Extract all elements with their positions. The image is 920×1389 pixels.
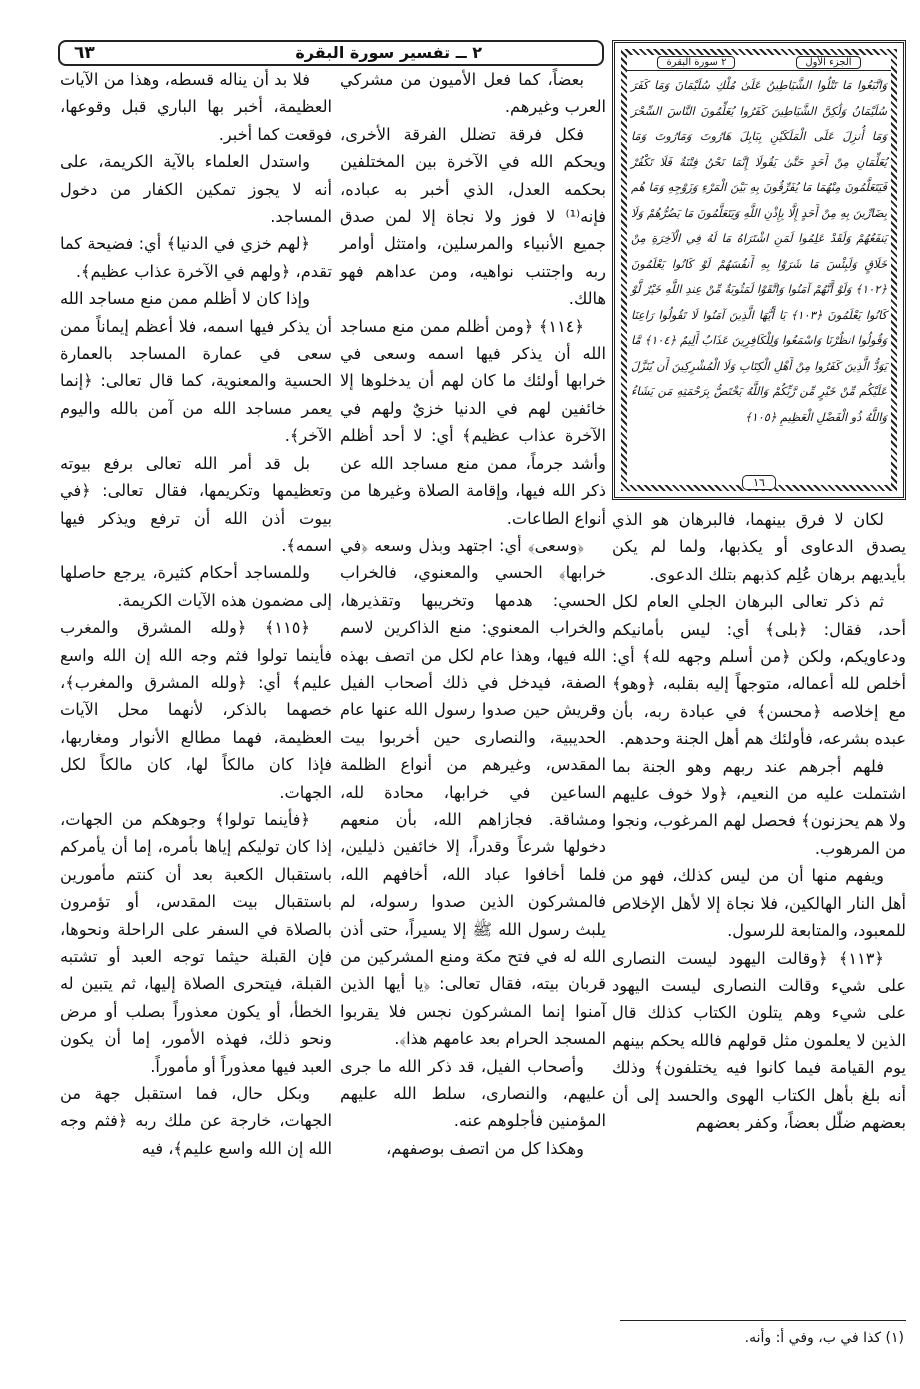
- paragraph: فلهم أجرهم عند ربهم وهو الجنة بما اشتملت عليه من النعيم، ﴿ولا خوف عليهم ولا هم يحزنون﴾ فحصل لهم المرغوب، ونجوا من المرهوب.: [612, 756, 906, 858]
- surah-label: ٢ سورة البقرة: [657, 56, 735, 69]
- paragraph: واستدل العلماء بالآية الكريمة، على أنه لا يجوز تمكين الكفار من دخول المساجد.: [60, 152, 332, 227]
- paragraph: ﴿١١٣﴾ ﴿وقالت اليهود ليست النصارى على شيء وقالت النصارى ليست اليهود على شيء وهم يتلون الكتاب كذلك قال الذين لا يعلمون مثل قولهم فالله يحكم بينهم يوم القيامة فيما كانوا فيه يختلفون﴾ وذلك أنه بلغ بأهل الكتاب الهوى والحسد إلى أن بعضهم ضلّل بعضاً، وكفر بعضهم: [612, 948, 906, 1132]
- paragraph: وللمساجد أحكام كثيرة، يرجع حاصلها إلى مضمون هذه الآيات الكريمة.: [60, 563, 332, 610]
- paragraph: ﴿لهم خزي في الدنيا﴾ أي: فضيحة كما تقدم، ﴿ولهم في الآخرة عذاب عظيم﴾.: [60, 234, 332, 281]
- paragraph: فلا بد أن يناله قسطه، وهذا من الآيات العظيمة، أخبر بها الباري قبل وقوعها، فوقعت كما أخبر.: [60, 70, 332, 144]
- paragraph: وبكل حال، فما استقبل جهة من الجهات، خارجة عن ملك ربه ﴿فثم وجه الله إن الله واسع عليم﴾، فيه: [60, 1084, 332, 1158]
- mushaf-page-number: ١٦: [742, 475, 776, 490]
- paragraph: لكان لا فرق بينهما، فالبرهان هو الذي يصدق الدعاوى أو يكذبها، ولما لم يكن بأيديهم برهان عُلِم كذبهم بتلك الدعوى.: [612, 510, 906, 584]
- footnote: (١) كذا في ب، وفي أ: وأنه.: [744, 1330, 904, 1346]
- paragraph: ﴿فأينما تولوا﴾ وجوهكم من الجهات، إذا كان توليكم إياها بأمره، إما أن يأمركم باستقبال الكعبة بعد أن كنتم مأمورين باستقبال بيت المقدس، أو تؤمرون بالصلاة في السفر على الراحلة ونحوها، فإن القبلة حيثما توجه العبد أو تشتبه القبلة، فيتحرى الصلاة إليها، ثم يتبين له الخطأ، أو يكون معذوراً بصلب أو مرض ونحو ذلك، فهذه الأمور، إما أن يكون العبد فيها معذوراً أو مأموراً.: [60, 809, 332, 1076]
- column-left: [60, 66, 332, 1162]
- paragraph: ثم ذكر تعالى البرهان الجلي العام لكل أحد، فقال: ﴿بلى﴾ أي: ليس بأمانيكم ودعاويكم، ولكن ﴿من أسلم وجهه لله﴾ أي: أخلص لله أعماله، متوجهاً إليه بقلبه، ﴿وهو﴾ مع إخلاصه ﴿محسن﴾ في عبادة ربه، بأن عبده بشرعه، فأولئك هم أهل الجنة وحدهم.: [612, 592, 906, 749]
- paragraph: فكل فرقة تضلل الفرقة الأخرى، ويحكم الله في الآخرة بين المختلفين بحكمه العدل، الذي أخبر به عباده، فإنه⁽¹⁾ لا فوز ولا نجاة إلا لمن صدق جميع الأنبياء والمرسلين، وامتثل أوامر ربه واجتنب نواهيه، ومن عداهم فهو هالك.: [340, 124, 606, 309]
- running-header: [58, 40, 604, 66]
- quran-box-header: [627, 55, 891, 71]
- page-number: ٦٣: [74, 43, 95, 63]
- paragraph: بعضاً، كما فعل الأميون من مشركي العرب وغيرهم.: [340, 70, 606, 117]
- paragraph: ﴿١١٥﴾ ﴿ولله المشرق والمغرب فأينما تولوا فثم وجه الله إن الله واسع عليم﴾ أي: ﴿ولله المشرق والمغرب﴾، خصهما بالذكر، لأنهما محل الآيات العظيمة، فهما مطالع الأنوار ومغاربها، فإذا كان مالكاً لها، كان مالكاً لكل الجهات.: [60, 618, 332, 802]
- paragraph: بل قد أمر الله تعالى برفع بيوته وتعظيمها وتكريمها، فقال تعالى: ﴿في بيوت أذن الله أن ترفع ويذكر فيها اسمه﴾.: [60, 453, 332, 555]
- paragraph: ﴿وسعى﴾ أي: اجتهد وبذل وسعه ﴿في خرابها﴾ الحسي والمعنوي، فالخراب الحسي: هدمها وتخريبها وتقذيرها، والخراب المعنوي: منع الذاكرين لاسم الله فيها، وهذا عام لكل من اتصف بهذه الصفة، فيدخل في ذلك أصحاب الفيل وقريش حين صدوا رسول الله عنها عام الحديبية، والنصارى حين أخربوا بيت المقدس، وغيرهم من أنواع الظلمة الساعين في خرابها، محادة لله، ومشاقة. فجازاهم الله، بأن منعهم دخولها شرعاً وقدراً، إلا خائفين ذليلين، فلما أخافوا عباد الله، أخافهم الله، فالمشركون الذين صدوا رسوله، لم يلبث رسول الله ﷺ إلا يسيراً، حتى أذن الله له في فتح مكة ومنع المشركين من قربان بيته، فقال تعالى: ﴿يا أيها الذين آمنوا إنما المشركون نجس فلا يقربوا المسجد الحرام بعد عامهم هذا﴾.: [340, 535, 606, 1049]
- paragraph: وإذا كان لا أظلم ممن منع مساجد الله أن يذكر فيها اسمه، فلا أعظم إيماناً ممن سعى في عمارة المساجد بالعمارة الحسية والمعنوية، كما قال تعالى: ﴿إنما يعمر مساجد الله من آمن بالله واليوم الآخر﴾.: [60, 289, 332, 446]
- running-title: ٢ ــ تفسير سورة البقرة: [295, 43, 482, 62]
- quran-verses: وَاتَّبَعُوا مَا تَتْلُوا الشَّيَاطِينُ عَلَىٰ مُلْكِ سُلَيْمَانَ وَمَا كَفَرَ سُلَيْمَانُ وَلَٰكِنَّ الشَّيَاطِينَ كَفَرُوا يُعَلِّمُونَ النَّاسَ السِّحْرَ وَمَا أُنزِلَ عَلَى الْمَلَكَيْنِ بِبَابِلَ هَارُوتَ وَمَارُوتَ وَمَا يُعَلِّمَانِ مِنْ أَحَدٍ حَتَّىٰ يَقُولَا إِنَّمَا نَحْنُ فِتْنَةٌ فَلَا تَكْفُرْ فَيَتَعَلَّمُونَ مِنْهُمَا مَا يُفَرِّقُونَ بِهِ بَيْنَ الْمَرْءِ وَزَوْجِهِ وَمَا هُم بِضَارِّينَ بِهِ مِنْ أَحَدٍ إِلَّا بِإِذْنِ اللَّهِ وَيَتَعَلَّمُونَ مَا يَضُرُّهُمْ وَلَا يَنفَعُهُمْ وَلَقَدْ عَلِمُوا لَمَنِ اشْتَرَاهُ مَا لَهُ فِي الْآخِرَةِ مِنْ خَلَاقٍ وَلَبِئْسَ مَا شَرَوْا بِهِ أَنفُسَهُمْ لَوْ كَانُوا يَعْلَمُونَ ﴿١٠٢﴾ وَلَوْ أَنَّهُمْ آمَنُوا وَاتَّقَوْا لَمَثُوبَةٌ مِّنْ عِندِ اللَّهِ خَيْرٌ لَّوْ كَانُوا يَعْلَمُونَ ﴿١٠٣﴾ يَا أَيُّهَا الَّذِينَ آمَنُوا لَا تَقُولُوا رَاعِنَا وَقُولُوا انظُرْنَا وَاسْمَعُوا وَلِلْكَافِرِينَ عَذَابٌ أَلِيمٌ ﴿١٠٤﴾ مَّا يَوَدُّ الَّذِينَ كَفَرُوا مِنْ أَهْلِ الْكِتَابِ وَلَا الْمُشْرِكِينَ أَن يُنَزَّلَ عَلَيْكُم مِّنْ خَيْرٍ مِّن رَّبِّكُمْ وَاللَّهُ يَخْتَصُّ بِرَحْمَتِهِ مَن يَشَاءُ وَاللَّهُ ذُو الْفَضْلِ الْعَظِيمِ ﴿١٠٥﴾: [631, 78, 887, 424]
- paragraph: ﴿١١٤﴾ ﴿ومن أظلم ممن منع مساجد الله أن يذكر فيها اسمه وسعى في خرابها أولئك ما كان لهم أن يدخلوها إلا خائفين لهم في الدنيا خزيٌ ولهم في الآخرة عذاب عظيم﴾ أي: لا أحد أظلم وأشد جرماً، ممن منع مساجد الله عن ذكر الله فيها، وإقامة الصلاة وغيرها من أنواع الطاعات.: [340, 316, 606, 528]
- paragraph: وأصحاب الفيل، قد ذكر الله ما جرى عليهم، والنصارى، سلط الله عليهم المؤمنين فأجلوهم عنه.: [340, 1056, 606, 1131]
- quran-text-box: [612, 40, 906, 500]
- footnote-divider: [620, 1320, 906, 1321]
- paragraph: ويفهم منها أن من ليس كذلك، فهو من أهل النار الهالكين، فلا نجاة إلا لأهل الإخلاص للمعبود، والمتابعة للرسول.: [612, 866, 906, 941]
- juz-label: الجزء الأول: [796, 56, 860, 69]
- paragraph: وهكذا كل من اتصف بوصفهم،: [386, 1138, 584, 1158]
- column-middle: [340, 66, 606, 1162]
- column-right: [612, 506, 906, 1136]
